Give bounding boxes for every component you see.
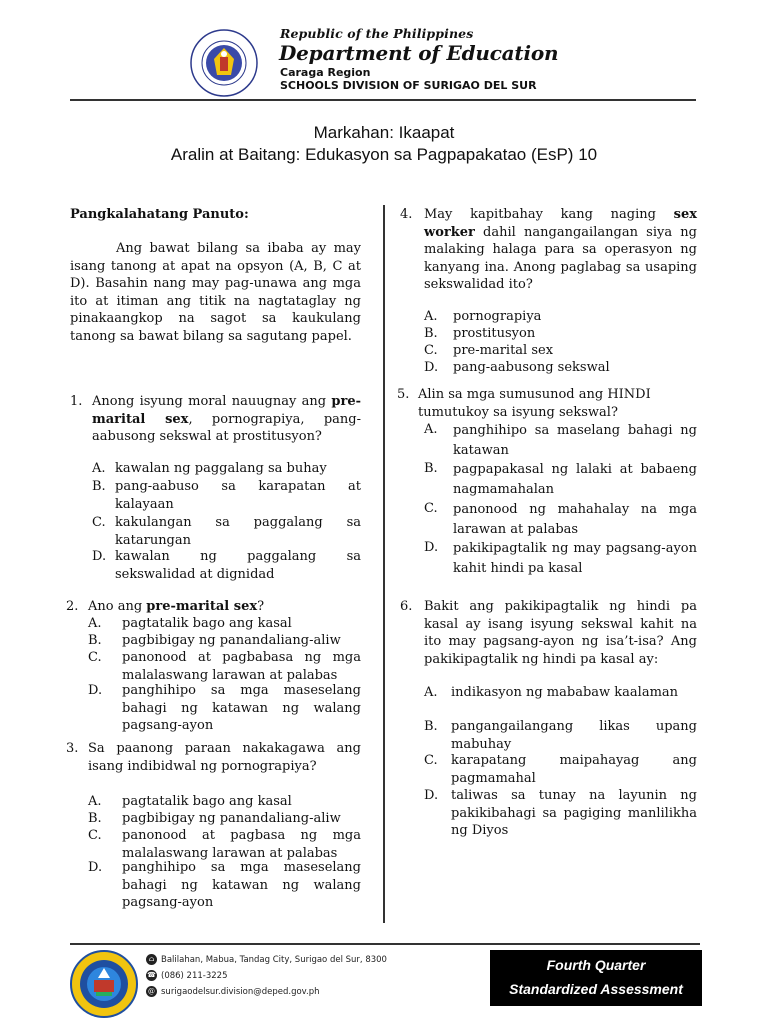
footer-divider [70, 943, 700, 945]
division-seal-icon [70, 950, 138, 1018]
option-letter: A. [424, 309, 438, 324]
option-letter: D. [88, 683, 103, 698]
option-text: panonood ng mahahalay na mga larawan at palabas [453, 502, 697, 537]
question-text-part: ? [257, 599, 265, 614]
question-text-part: Anong isyung moral nauugnay ang [92, 394, 332, 409]
option-text: pornograpiya [453, 309, 542, 324]
question-text [424, 206, 697, 294]
instructions-heading: Pangkalahatang Panuto: [70, 207, 249, 222]
question-text-part: Ano ang [88, 599, 147, 614]
option-text: pakikipagtalik ng may pagsang-ayon kahit hindi pa kasal [453, 541, 697, 576]
option-text: kawalan ng paggalang sa buhay [115, 461, 327, 476]
home-icon: ⌂ [146, 954, 157, 965]
question-text-emphasis: pre-marital sex [92, 394, 361, 427]
question-text-emphasis: pre-marital sex [146, 599, 258, 614]
option-text: pagtatalik bago ang kasal [122, 616, 292, 631]
option-text: indikasyon ng mababaw kaalaman [451, 685, 679, 700]
option-text: panghihipo sa mga maseselang bahagi ng katawan ng walang pagsang-ayon [122, 683, 361, 733]
option-letter: B. [92, 479, 106, 494]
question-text-part: , pornograpiya, pang-aabusong sekswal at prostitusyon? [92, 411, 361, 444]
question-number: 3. [66, 741, 79, 756]
question-text [88, 598, 361, 616]
option-letter: D. [424, 360, 439, 375]
option-text: pagpapakasal ng lalaki at babaeng nagmamahalan [453, 462, 697, 497]
option-letter: C. [88, 650, 102, 665]
question-text-part: May kapitbahay kang naging [424, 207, 674, 222]
option-letter: C. [424, 343, 438, 358]
option-letter: A. [424, 422, 438, 437]
phone-icon: ☎ [147, 971, 156, 979]
option-letter: A. [88, 794, 102, 809]
option-text: pang-aabuso sa karapatan at kalayaan [115, 479, 361, 512]
option-letter: B. [424, 461, 438, 476]
option-letter: C. [92, 515, 106, 530]
question-number: 2. [66, 599, 79, 614]
option-letter: A. [88, 616, 102, 631]
option-letter: D. [92, 549, 107, 564]
option-text: panonood at pagbasa ng mga malalaswang larawan at palabas [122, 828, 361, 861]
option-letter: B. [88, 811, 102, 826]
option-text: panghihipo sa mga maseselang bahagi ng katawan ng walang pagsang-ayon [122, 860, 361, 910]
question-text: Alin sa mga sumusunod ang HINDI tumutukoy sa isyung sekswal? [418, 387, 651, 420]
question-number: 4. [400, 207, 413, 222]
footer-address: Balilahan, Mabua, Tandag City, Surigao del Sur, 8300 [161, 955, 387, 965]
option-letter: C. [88, 828, 102, 843]
option-text: kawalan ng paggalang sa sekswalidad at dignidad [115, 549, 361, 582]
option-text: panonood at pagbabasa ng mga malalaswang larawan at palabas [122, 650, 361, 683]
option-text: kakulangan sa paggalang sa katarungan [115, 515, 361, 548]
assessment-badge-line1: Fourth Quarter [546, 957, 646, 973]
division-label: SCHOOLS DIVISION OF SURIGAO DEL SUR [280, 79, 537, 92]
option-letter: C. [424, 501, 438, 516]
question-text: Sa paanong paraan nakakagawa ang isang indibidwal ng pornograpiya? [88, 741, 361, 774]
question-number: 6. [400, 599, 413, 614]
question-number: 1. [70, 394, 83, 409]
option-letter: B. [424, 719, 438, 734]
option-text: pagtatalik bago ang kasal [122, 794, 292, 809]
column-divider [383, 205, 385, 923]
footer-phone: (086) 211-3225 [161, 971, 228, 981]
option-text: prostitusyon [453, 326, 536, 341]
question-text-part: dahil nangangailangan siya ng malaking halaga para sa operasyon ng kanyang ina. Anong paglabag sa usaping sekswalidad ito? [424, 224, 697, 292]
option-letter: B. [424, 326, 438, 341]
option-text: karapatang maipahayag ang pagmamahal [451, 753, 697, 786]
assessment-badge [490, 950, 702, 1006]
option-letter: A. [92, 461, 106, 476]
footer-email[interactable]: surigaodelsur.division@deped.gov.ph [161, 987, 320, 997]
option-letter: D. [424, 788, 439, 803]
instructions-text: Ang bawat bilang sa ibaba ay may isang tanong at apat na opsyon (A, B, C at D). Basahin nang may pag-unawa ang mga ito at itiman ang titik na nagtataglay ng pinakaangkop na sagot sa kaukulang tanong sa bawat bilang sa sagutang papel. [70, 241, 361, 344]
subject-title: Aralin at Baitang: Edukasyon sa Pagpapakatao (EsP) 10 [170, 145, 598, 164]
option-letter: B. [88, 633, 102, 648]
deped-seal-icon [190, 29, 258, 97]
instructions-body [70, 240, 361, 345]
option-text: taliwas sa tunay na layunin ng pakikibahagi sa pagiging manlilikha ng Diyos [451, 788, 697, 838]
email-icon: @ [148, 987, 155, 995]
quarter-title: Markahan: Ikaapat [313, 123, 455, 142]
option-text: pagbibigay ng panandaliang-aliw [122, 633, 341, 648]
question-text: Bakit ang pakikipagtalik ng hindi pa kasal ay isang isyung sekswal kahit na ito may pagsang-ayon ng isa’t-isa? Ang pakikipagtalik ng hindi pa kasal ay: [424, 599, 697, 667]
header-divider [70, 99, 696, 101]
question-text-emphasis: sex worker [424, 207, 697, 240]
option-letter: D. [424, 540, 439, 555]
option-text: panghihipo sa maselang bahagi ng katawan [453, 423, 697, 458]
assessment-badge-line2: Standardized Assessment [509, 981, 683, 997]
question-text [92, 393, 361, 446]
option-text: pre-marital sex [453, 343, 554, 358]
option-text: pagbibigay ng panandaliang-aliw [122, 811, 341, 826]
question-number: 5. [397, 387, 410, 402]
region-label: Caraga Region [280, 66, 371, 79]
republic-label: Republic of the Philippines [280, 26, 474, 41]
option-text: pangangailangang likas upang mabuhay [451, 719, 697, 752]
option-letter: A. [424, 685, 438, 700]
option-text: pang-aabusong sekswal [453, 360, 610, 375]
option-letter: D. [88, 860, 103, 875]
department-title: Department of Education [279, 41, 559, 65]
option-letter: C. [424, 753, 438, 768]
